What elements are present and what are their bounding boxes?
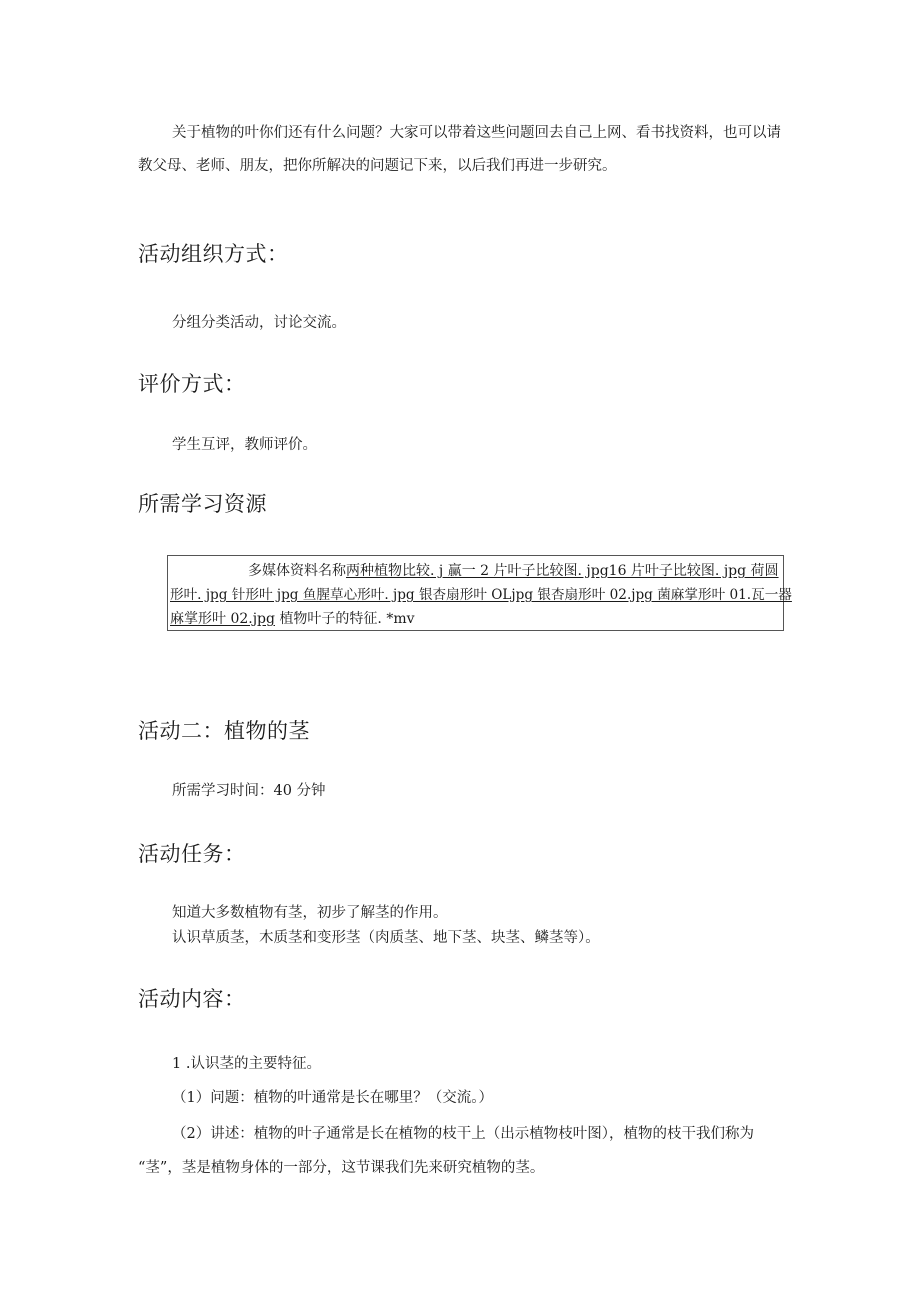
org-heading: 活动组织方式： <box>138 242 289 266</box>
resource-tail-text: 植物叶子的特征. *mv <box>279 611 415 627</box>
activity2-heading: 活动二：植物的茎 <box>138 719 310 743</box>
resources-heading: 所需学习资源 <box>138 492 267 516</box>
resource-link-group-3[interactable]: 麻掌形叶 02.jpg <box>170 611 275 627</box>
content-item-1: 1 .认识茎的主要特征。 <box>172 1056 321 1072</box>
content-question-1: （1）问题：植物的叶通常是长在哪里？（交流。） <box>172 1090 493 1106</box>
resources-box <box>167 555 792 631</box>
resources-label: 多媒体资料名称 <box>248 563 346 579</box>
tasks-heading: 活动任务： <box>138 842 246 866</box>
intro-line-2: 教父母、老师、朋友，把你所解决的问题记下来，以后我们再进一步研究。 <box>138 158 617 174</box>
resources-line-1 <box>248 561 779 581</box>
resource-link-group-2[interactable]: 形叶. jpg 针形叶 jpg 鱼腥草心形叶. jpg 银杏扇形叶 OLjpg 银杏扇形叶 02.jpg 菌麻掌形叶 01.瓦一器 <box>170 587 792 603</box>
eval-heading: 评价方式： <box>138 372 246 396</box>
resources-line-3 <box>170 609 415 629</box>
task-item-1: 知道大多数植物有茎，初步了解茎的作用。 <box>172 905 448 921</box>
task-item-2: 认识草质茎，木质茎和变形茎（肉质茎、地下茎、块茎、鳞茎等）。 <box>172 930 600 946</box>
activity2-time: 所需学习时间：40 分钟 <box>172 783 326 799</box>
resource-link-group-1[interactable]: 两种植物比较. j 赢一 2 片叶子比较图. jpg16 片叶子比较图. jpg 荷圆 <box>346 563 779 579</box>
org-body: 分组分类活动，讨论交流。 <box>172 315 346 331</box>
content-question-2-line-2: “茎”，茎是植物身体的一部分，这节课我们先来研究植物的茎。 <box>138 1160 545 1176</box>
content-heading: 活动内容： <box>138 987 246 1011</box>
content-question-2-line-1: （2）讲述：植物的叶子通常是长在植物的枝干上（出示植物枝叶图），植物的枝干我们称为 <box>172 1126 754 1142</box>
eval-body: 学生互评，教师评价。 <box>172 437 317 453</box>
intro-line-1: 关于植物的叶你们还有什么问题？大家可以带着这些问题回去自己上网、看书找资料，也可以请 <box>172 125 781 141</box>
resources-line-2 <box>170 585 792 605</box>
